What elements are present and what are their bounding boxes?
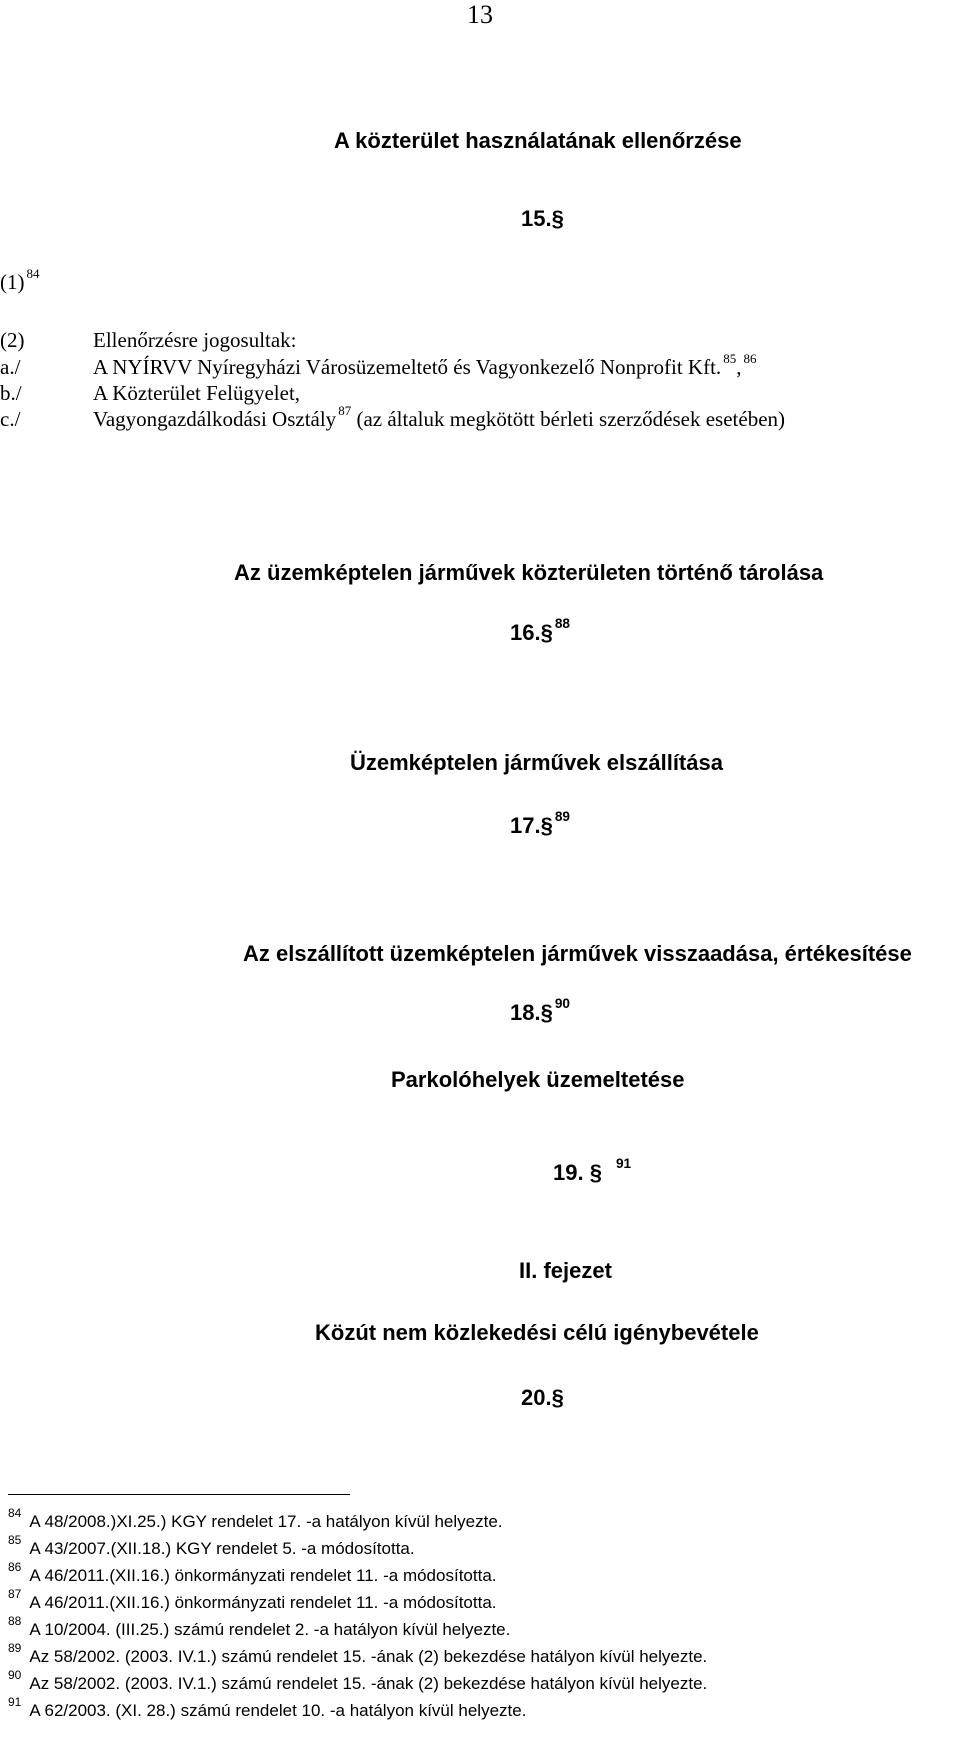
footnote-ref[interactable]: 89 bbox=[554, 809, 570, 824]
section-20-number: 20.§ bbox=[521, 1385, 564, 1410]
page-number: 13 bbox=[467, 0, 493, 29]
footnote-ref[interactable]: 91 bbox=[615, 1156, 632, 1171]
footnote: $^{84}$ A 48/2008.)XI.25.) KGY rendelet 17. -a hatályon kívül helyezte. bbox=[8, 1506, 503, 1531]
paragraph-1-label: (1) $^{84}$ bbox=[0, 266, 40, 294]
footnote: $^{85}$ A 43/2007.(XII.18.) KGY rendelet 5. -a módosította. bbox=[8, 1533, 415, 1558]
list-item-text: A NYÍRVV Nyíregyházi Városüzemeltető és Vagyonkezelő Nonprofit Kft. $^{85}$, $^{86}$ bbox=[93, 351, 757, 379]
paragraph-2-label: (2) bbox=[0, 328, 25, 352]
footnote-ref[interactable]: 90 bbox=[554, 996, 570, 1011]
section-19-number: 19. § $^{91}$ bbox=[553, 1156, 632, 1185]
chapter-subtitle: Közút nem közlekedési célú igénybevétele bbox=[315, 1320, 759, 1345]
footnote: $^{88}$ A 10/2004. (III.25.) számú rendelet 2. -a hatályon kívül helyezte. bbox=[8, 1614, 511, 1639]
list-item-label: c./ bbox=[0, 407, 21, 431]
list-item-text: A Közterület Felügyelet, bbox=[93, 381, 301, 405]
section-15-number: 15.§ bbox=[521, 206, 564, 231]
footnote-ref[interactable]: 86 bbox=[743, 351, 757, 366]
section-sign-icon: § bbox=[540, 620, 553, 645]
section-18-heading: Az elszállított üzemképtelen járművek visszaadása, értékesítése bbox=[243, 941, 912, 966]
footnote-ref[interactable]: 87 bbox=[338, 403, 352, 418]
footnote-ref[interactable]: 85 bbox=[723, 351, 737, 366]
footnote-ref[interactable]: 88 bbox=[554, 616, 570, 631]
footnote-ref[interactable]: 84 bbox=[26, 266, 40, 281]
section-sign-icon: § bbox=[589, 1160, 602, 1185]
section-sign-icon: § bbox=[551, 1385, 564, 1410]
footnote-separator bbox=[8, 1494, 350, 1495]
list-item-label: b./ bbox=[0, 381, 22, 405]
footnote: $^{89}$ Az 58/2002. (2003. IV.1.) számú rendelet 15. -ának (2) bekezdése hatályon kívül helyezte. bbox=[8, 1641, 708, 1666]
footnote: $^{86}$ A 46/2011.(XII.16.) önkormányzati rendelet 11. -a módosította. bbox=[8, 1560, 497, 1585]
section-sign-icon: § bbox=[540, 813, 553, 838]
chapter-title: II. fejezet bbox=[519, 1258, 612, 1283]
section-sign-icon: § bbox=[540, 1000, 553, 1025]
section-16-number: 16.§ $^{88}$ bbox=[510, 616, 570, 645]
section-19-heading: Parkolóhelyek üzemeltetése bbox=[391, 1067, 685, 1092]
list-item-label: a./ bbox=[0, 355, 21, 379]
footnote: $^{87}$ A 46/2011.(XII.16.) önkormányzati rendelet 11. -a módosította. bbox=[8, 1587, 497, 1612]
section-15-heading: A közterület használatának ellenőrzése bbox=[334, 128, 742, 153]
section-17-heading: Üzemképtelen járművek elszállítása bbox=[350, 750, 723, 775]
footnote: $^{91}$ A 62/2003. (XI. 28.) számú rendelet 10. -a hatályon kívül helyezte. bbox=[8, 1695, 527, 1720]
section-18-number: 18.§ $^{90}$ bbox=[510, 996, 570, 1025]
section-17-number: 17.§ $^{89}$ bbox=[510, 809, 570, 838]
section-sign-icon: § bbox=[551, 206, 564, 231]
paragraph-2-text: Ellenőrzésre jogosultak: bbox=[93, 328, 297, 352]
list-item-text: Vagyongazdálkodási Osztály $^{87}$ (az általuk megkötött bérleti szerződések esetében) bbox=[93, 403, 786, 431]
footnote: $^{90}$ Az 58/2002. (2003. IV.1.) számú rendelet 15. -ának (2) bekezdése hatályon kívül helyezte. bbox=[8, 1668, 708, 1693]
section-16-heading: Az üzemképtelen járművek közterületen történő tárolása bbox=[234, 560, 824, 585]
